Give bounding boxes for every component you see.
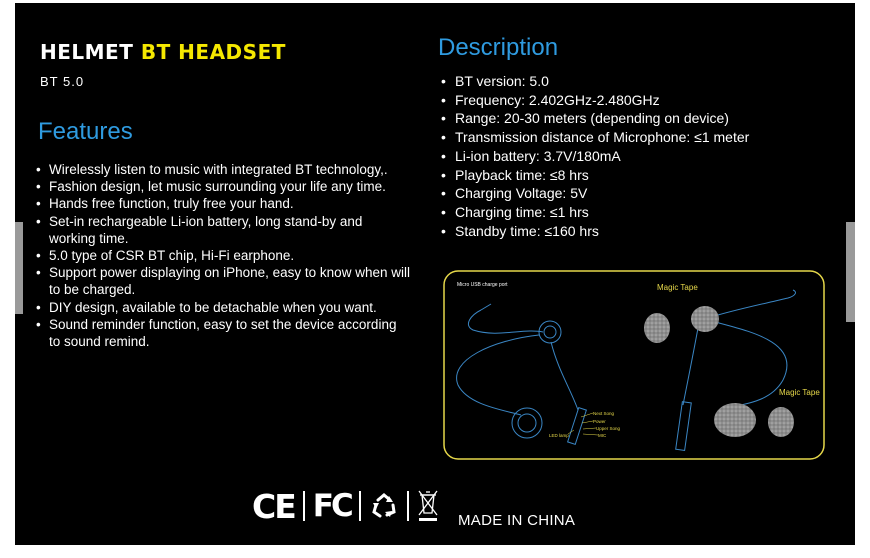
made-in-label: MADE IN CHINA [458, 512, 576, 529]
description-heading: Description [438, 34, 559, 61]
mic-label: MIC [598, 433, 607, 438]
spec-item: • BT version: 5.0 [441, 72, 749, 91]
headset-left-drawing [457, 304, 587, 444]
weee-bin-icon [417, 489, 439, 523]
right-edge-tab [846, 222, 855, 322]
recycle-icon [369, 491, 399, 521]
led-lamp-label: LED lamp [549, 433, 569, 438]
spec-item: • Li-ion battery: 3.7V/180mA [441, 147, 749, 166]
divider [407, 491, 409, 521]
spec-item: • Frequency: 2.402GHz-2.480GHz [441, 91, 749, 110]
description-list [441, 72, 749, 240]
feature-item: • Set-in rechargeable Li-ion battery, long stand-by and working time. [36, 213, 411, 247]
magic-tape-pads [644, 306, 794, 437]
certification-marks [252, 486, 439, 526]
divider [359, 491, 361, 521]
fcc-mark-icon: FC [312, 488, 351, 524]
features-heading: Features [38, 118, 133, 145]
feature-item: • 5.0 type of CSR BT chip, Hi-Fi earphone. [36, 247, 411, 264]
features-list [36, 161, 411, 350]
feature-item: • Fashion design, let music surrounding your life any time. [36, 178, 411, 195]
spec-item: • Standby time: ≤160 hrs [441, 222, 749, 241]
magic-tape-right-label: Magic Tape [779, 388, 820, 397]
feature-item: • Hands free function, truly free your hand. [36, 195, 411, 212]
feature-item: • DIY design, available to be detachable when you want. [36, 299, 411, 316]
title-highlight: BT HEADSET [140, 40, 286, 64]
feature-item: • Support power displaying on iPhone, easy to know when will to be charged. [36, 264, 411, 298]
spec-item: • Transmission distance of Microphone: ≤1 meter [441, 128, 749, 147]
usb-port-label: Micro USB charge port [457, 282, 508, 288]
magic-tape-pad [714, 403, 756, 437]
ce-mark-icon: CE [252, 486, 295, 526]
product-title [40, 40, 286, 64]
magic-tape-top-label: Magic Tape [657, 283, 698, 292]
feature-item: • Wirelessly listen to music with integrated BT technology,. [36, 161, 411, 178]
diagram-frame [444, 271, 824, 459]
power-label: Power [593, 419, 606, 424]
feature-item: • Sound reminder function, easy to set the device according to sound remind. [36, 316, 411, 350]
spec-item: • Range: 20-30 meters (depending on device) [441, 109, 749, 128]
spec-item: • Charging Voltage: 5V [441, 184, 749, 203]
left-edge-tab [15, 222, 23, 314]
divider [303, 491, 305, 521]
next-song-label: Next Song [593, 411, 615, 416]
upper-song-label: Upper Song [596, 426, 621, 431]
magic-tape-pad [644, 313, 670, 343]
magic-tape-pad [691, 306, 719, 332]
headset-diagram [443, 270, 825, 460]
bt-version-label: BT 5.0 [40, 74, 85, 89]
spec-item: • Charging time: ≤1 hrs [441, 203, 749, 222]
magic-tape-pad [768, 407, 794, 437]
callout-lines [568, 413, 598, 435]
title-prefix: HELMET [40, 40, 141, 64]
spec-item: • Playback time: ≤8 hrs [441, 166, 749, 185]
